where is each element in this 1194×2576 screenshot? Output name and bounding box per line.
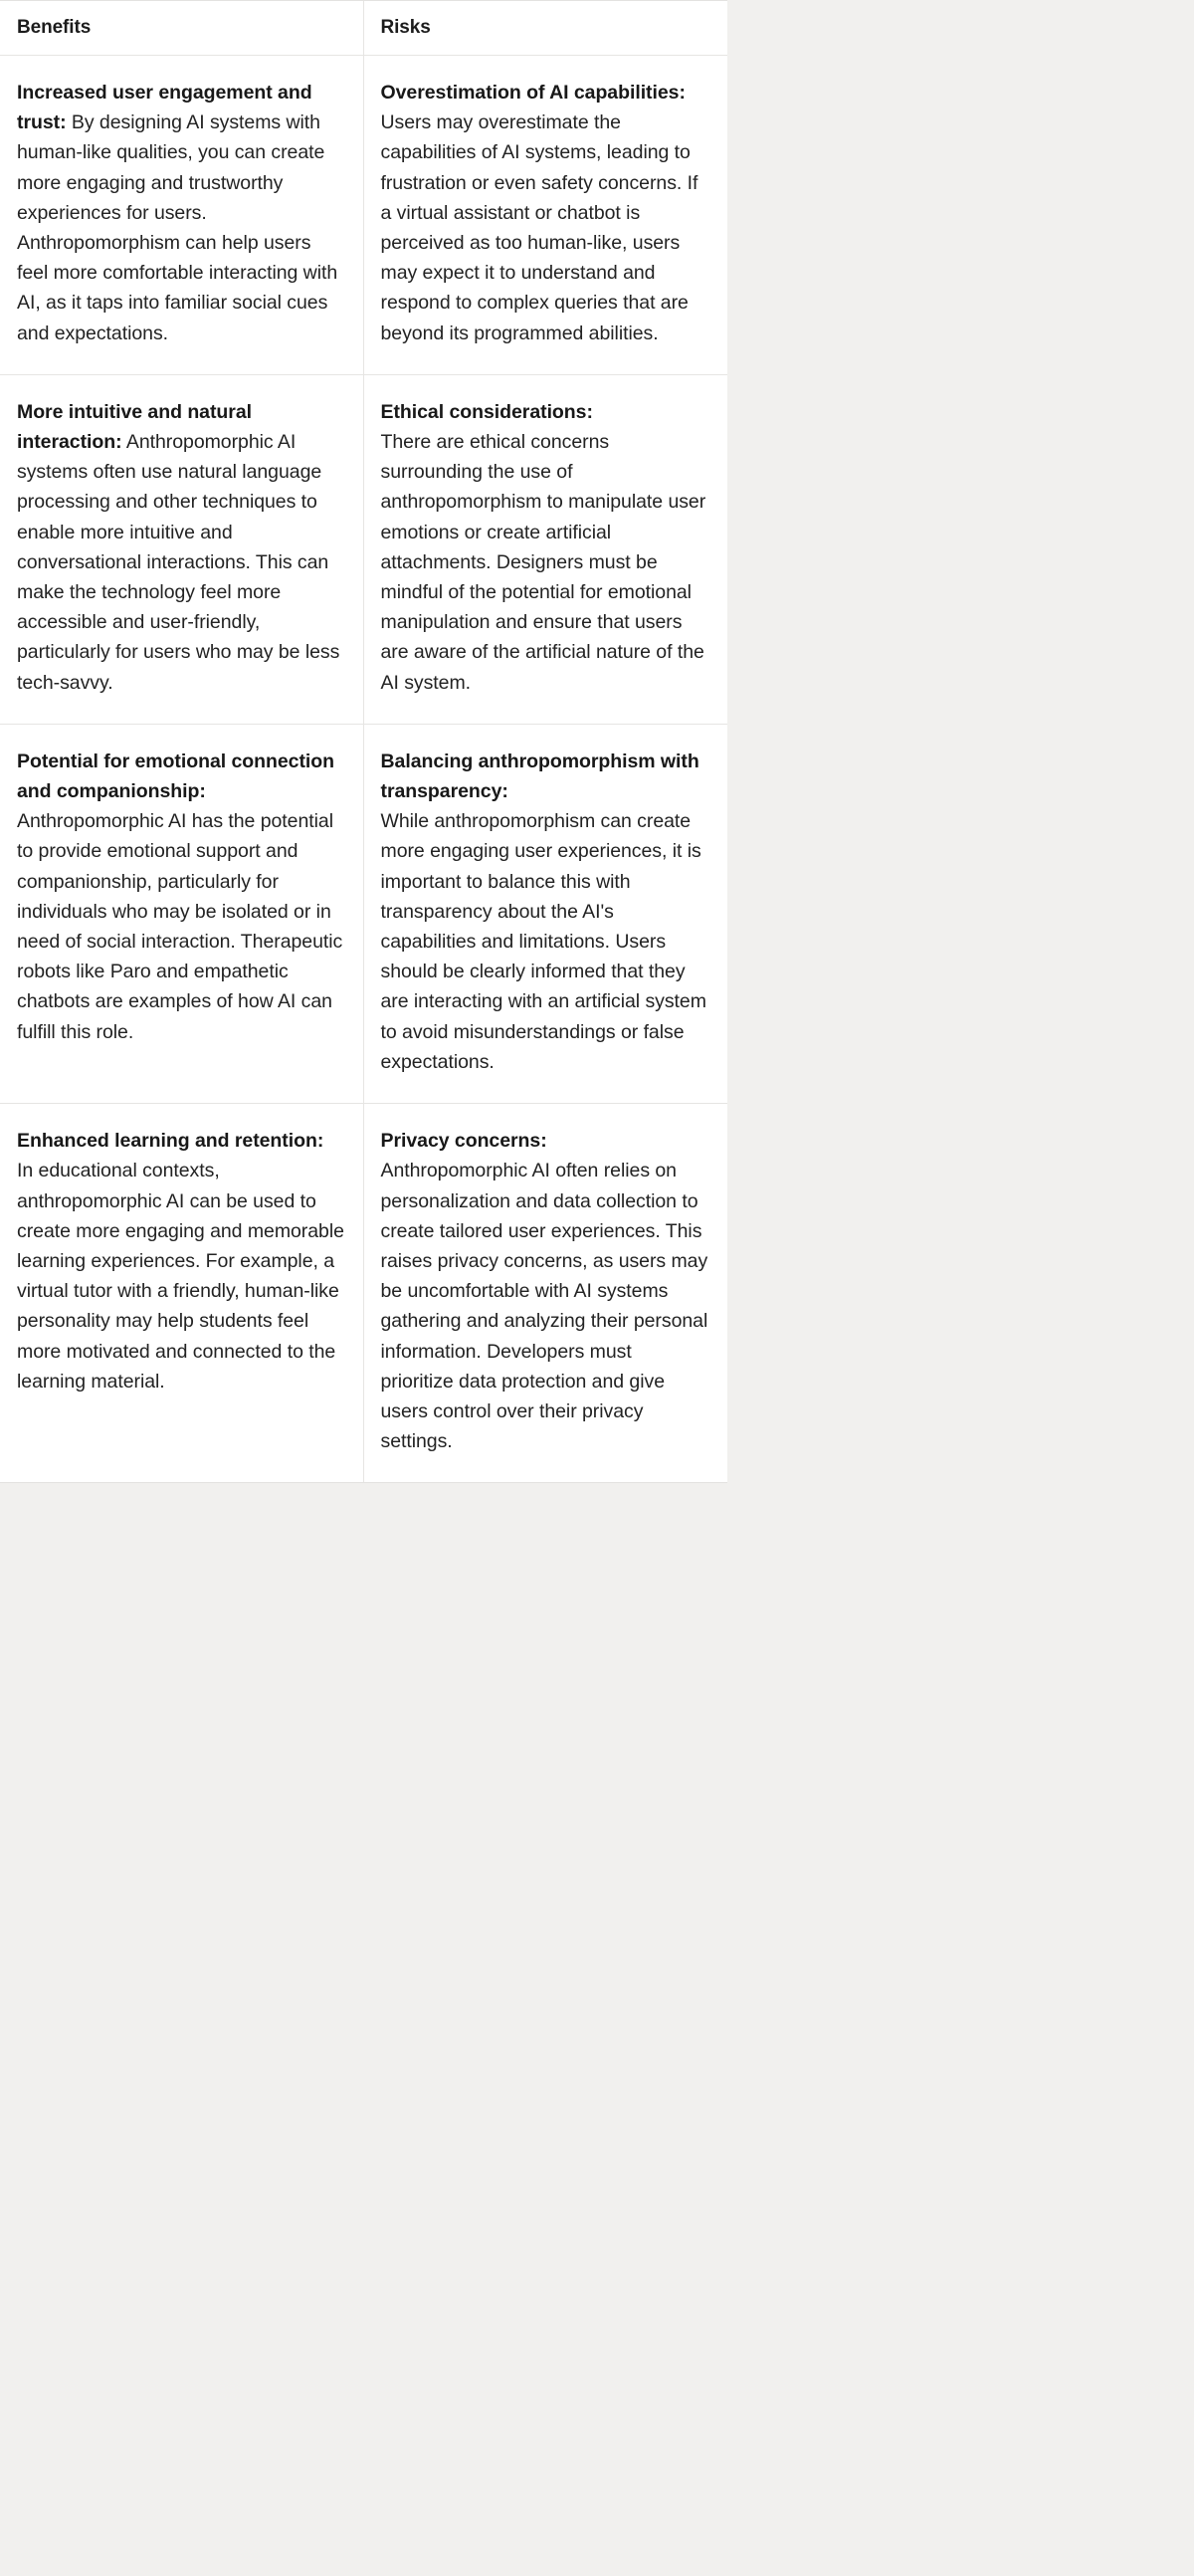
benefit-text [17, 78, 345, 348]
risk-lead: Overestimation of AI capabilities: [380, 82, 686, 104]
risk-cell [363, 1104, 727, 1483]
risk-body: Users may overestimate the capabilities of AI systems, leading to frustration or even safety concerns. If a virtual assistant or chatbot is perceived as too human-like, users may expect it to understand and respond to complex queries that are beyond its programmed abilities. [380, 111, 698, 344]
benefit-lead: Increased user engagement and trust: [17, 82, 312, 134]
table-body [0, 56, 727, 1483]
column-header-benefits: Benefits [0, 1, 363, 56]
benefit-cell [0, 56, 363, 375]
risk-cell [363, 374, 727, 724]
risk-text [381, 747, 710, 1077]
table-header-row [0, 1, 727, 56]
benefit-lead: Potential for emotional connection and companionship: [17, 750, 334, 803]
risk-text [381, 78, 710, 348]
table-row [0, 724, 727, 1103]
risk-lead: Balancing anthropomorphism with transparency: [380, 750, 699, 803]
risk-body: While anthropomorphism can create more engaging user experiences, it is important to balance this with transparency about the AI's capabilities and limitations. Users should be clearly informed that they are interacting with an artificial system to avoid misunderstandings or false expectations. [380, 810, 706, 1073]
risk-lead: Privacy concerns: [380, 1130, 547, 1153]
risk-body: Anthropomorphic AI often relies on personalization and data collection to create tailored user experiences. This raises privacy concerns, as users may be uncomfortable with AI systems gathering and analyzing their personal information. Developers must prioritize data protection and give users control over their privacy settings. [380, 1160, 708, 1453]
benefit-cell [0, 724, 363, 1103]
risk-body: There are ethical concerns surrounding the use of anthropomorphism to manipulate user emotions or create artificial attachments. Designers must be mindful of the potential for emotional manipulation and ensure that users are aware of the artificial nature of the AI system. [380, 431, 706, 694]
risk-lead: Ethical considerations: [380, 400, 593, 423]
benefit-cell [0, 374, 363, 724]
table-header [0, 1, 727, 56]
benefit-body: In educational contexts, anthropomorphic AI can be used to create more engaging and memorable learning experiences. For example, a virtual tutor with a friendly, human-like personality may help students feel more motivated and connected to the learning material. [17, 1160, 344, 1393]
benefits-risks-table [0, 1, 727, 1482]
table-row [0, 374, 727, 724]
risk-text [381, 397, 710, 698]
benefit-lead: Enhanced learning and retention: [17, 1130, 324, 1153]
benefit-text [17, 1126, 345, 1396]
benefit-body: Anthropomorphic AI has the potential to provide emotional support and companionship, particularly for individuals who may be isolated or in need of social interaction. Therapeutic robots like Paro and empathetic chatbots are examples of how AI can fulfill this role. [17, 810, 343, 1043]
benefit-body: By designing AI systems with human-like qualities, you can create more engaging and trustworthy experiences for users. Anthropomorphism can help users feel more comfortable interacting with AI, as it taps into familiar social cues and expectations. [17, 111, 338, 344]
risk-cell [363, 56, 727, 375]
comparison-table-container [0, 0, 727, 1483]
benefit-cell [0, 1104, 363, 1483]
column-header-risks: Risks [363, 1, 727, 56]
benefit-text [17, 747, 345, 1047]
risk-text [381, 1126, 710, 1456]
benefit-lead: More intuitive and natural interaction: [17, 400, 252, 454]
table-row [0, 56, 727, 375]
benefit-body: Anthropomorphic AI systems often use natural language processing and other techniques to enable more intuitive and conversational interactions. This can make the technology feel more accessible and user-friendly, particularly for users who may be less tech-savvy. [17, 431, 340, 694]
benefit-text [17, 397, 345, 698]
table-row [0, 1104, 727, 1483]
risk-cell [363, 724, 727, 1103]
